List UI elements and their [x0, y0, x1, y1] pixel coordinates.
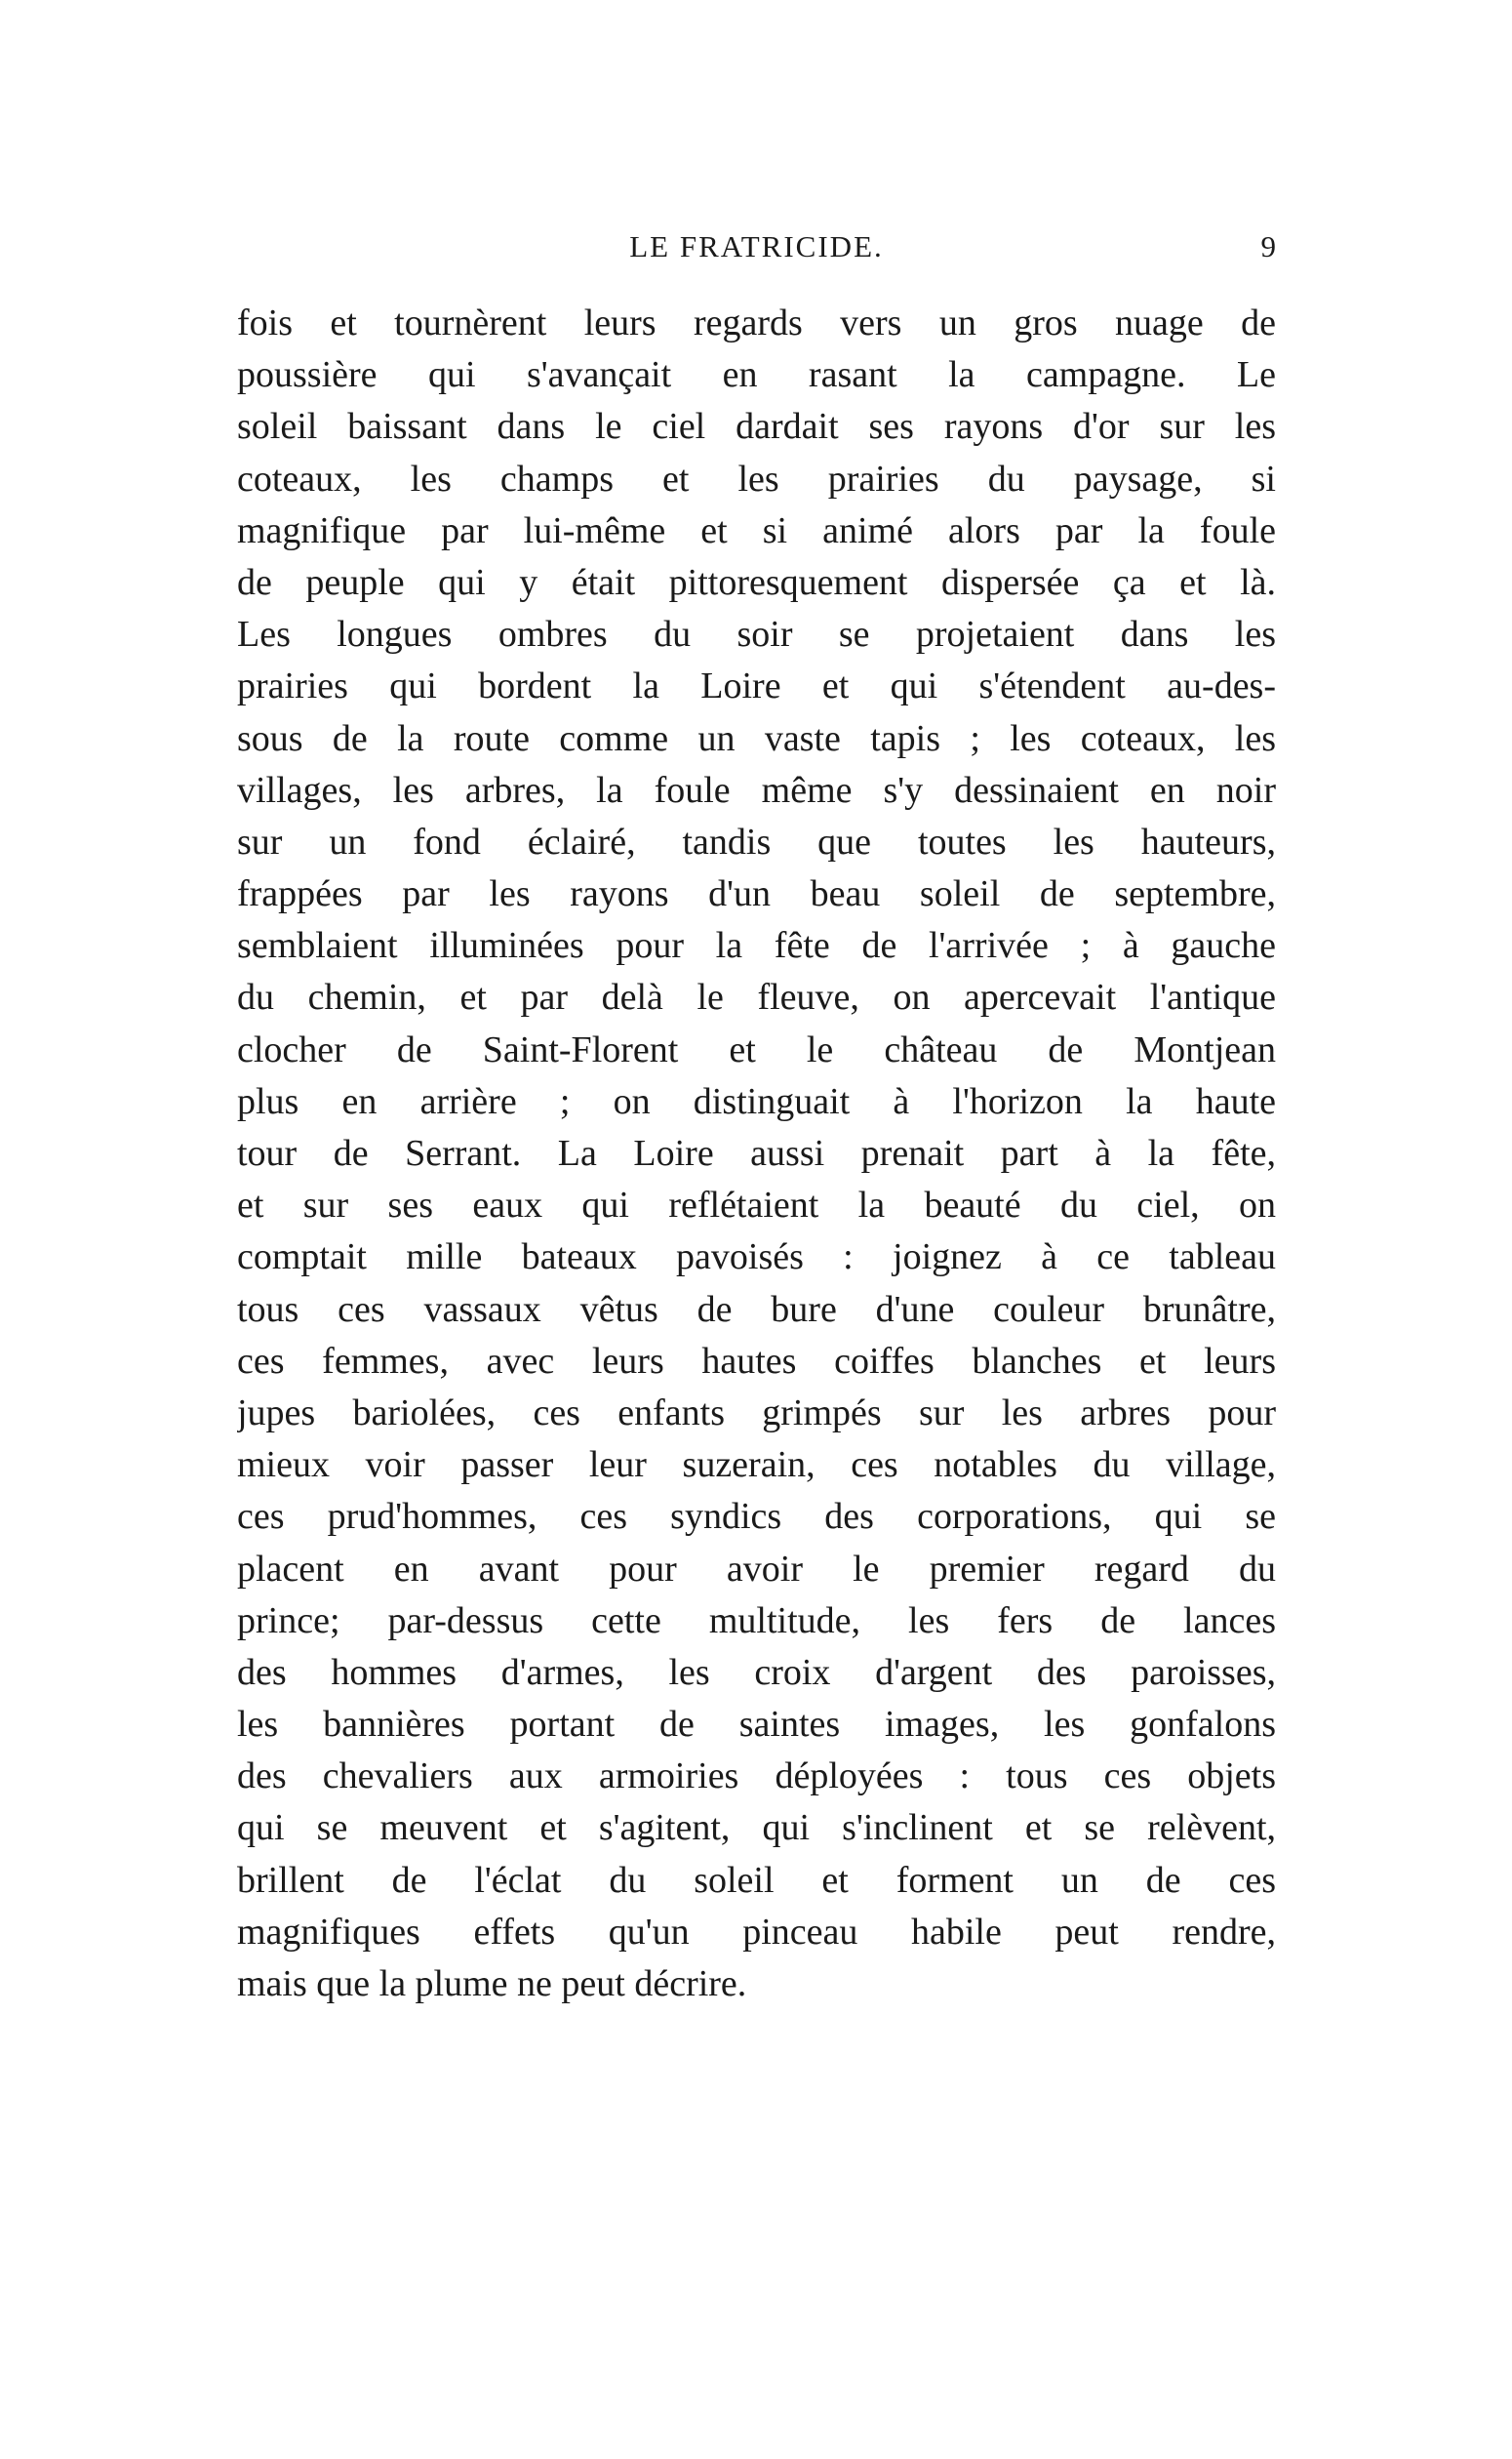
running-head	[237, 222, 1276, 271]
text-line: tous ces vassaux vêtus de bure d'une couleur brunâtre,	[237, 1288, 1276, 1330]
text-line: ces femmes, avec leurs hautes coiffes blanches et leurs	[237, 1340, 1276, 1382]
text-line: villages, les arbres, la foule même s'y dessinaient en noir	[237, 769, 1276, 811]
text-line: coteaux, les champs et les prairies du paysage, si	[237, 458, 1276, 500]
text-line: sous de la route comme un vaste tapis ; les coteaux, les	[237, 717, 1276, 759]
text-line: et sur ses eaux qui reflétaient la beauté du ciel, on	[237, 1185, 1276, 1227]
text-line: brillent de l'éclat du soleil et forment un de ces	[237, 1859, 1276, 1901]
text-line: des hommes d'armes, les croix d'argent des paroisses,	[237, 1651, 1276, 1693]
page-number: 9	[1260, 229, 1276, 263]
text-line: ces prud'hommes, ces syndics des corporations, qui se	[237, 1496, 1276, 1538]
text-line: Les longues ombres du soir se projetaient dans les	[237, 614, 1276, 656]
text-line: semblaient illuminées pour la fête de l'arrivée ; à gauche	[237, 925, 1276, 967]
text-line: comptait mille bateaux pavoisés : joignez à ce tableau	[237, 1236, 1276, 1278]
text-line: prince; par-dessus cette multitude, les fers de lances	[237, 1599, 1276, 1641]
text-line: clocher de Saint-Florent et le château de Montjean	[237, 1028, 1276, 1070]
text-line: de peuple qui y était pittoresquement dispersée ça et là.	[237, 561, 1276, 603]
text-line: tour de Serrant. La Loire aussi prenait part à la fête,	[237, 1133, 1276, 1174]
text-line: magnifique par lui-même et si animé alors par la foule	[237, 509, 1276, 551]
text-line: mieux voir passer leur suzerain, ces notables du village,	[237, 1444, 1276, 1486]
text-line: des chevaliers aux armoiries déployées : tous ces objets	[237, 1755, 1276, 1797]
text-line: prairies qui bordent la Loire et qui s'étendent au-des-	[237, 665, 1276, 707]
text-line: qui se meuvent et s'agitent, qui s'inclinent et se relèvent,	[237, 1807, 1276, 1849]
text-line: jupes bariolées, ces enfants grimpés sur les arbres pour	[237, 1391, 1276, 1433]
running-title: LE FRATRICIDE.	[629, 229, 884, 263]
text-line: fois et tournèrent leurs regards vers un gros nuage de	[237, 302, 1276, 343]
text-line: magnifiques effets qu'un pinceau habile peut rendre,	[237, 1911, 1276, 1953]
body-paragraph	[237, 298, 1276, 2010]
text-line: frappées par les rayons d'un beau soleil de septembre,	[237, 873, 1276, 915]
text-line: soleil baissant dans le ciel dardait ses rayons d'or sur les	[237, 406, 1276, 448]
text-line: les bannières portant de saintes images, les gonfalons	[237, 1704, 1276, 1746]
text-line: plus en arrière ; on distinguait à l'horizon la haute	[237, 1080, 1276, 1122]
text-line: poussière qui s'avançait en rasant la campagne. Le	[237, 354, 1276, 396]
text-line: du chemin, et par delà le fleuve, on apercevait l'antique	[237, 977, 1276, 1019]
text-line-last: mais que la plume ne peut décrire.	[237, 1963, 747, 2004]
text-line: placent en avant pour avoir le premier regard du	[237, 1548, 1276, 1590]
text-line: sur un fond éclairé, tandis que toutes les hauteurs,	[237, 821, 1276, 863]
